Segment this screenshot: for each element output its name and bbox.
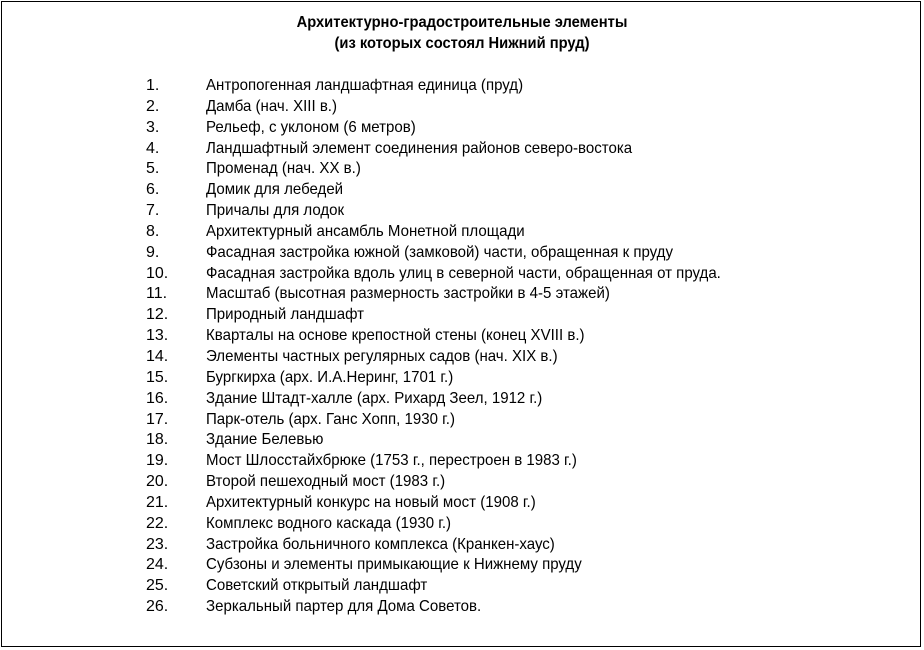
item-text: Фасадная застройка южной (замковой) части, обращенная к пруду — [206, 243, 673, 261]
item-number: 4. — [146, 139, 160, 157]
item-number: 26. — [146, 598, 169, 616]
item-number: 1. — [146, 77, 160, 94]
item-number: 16. — [146, 389, 169, 407]
item-number: 2. — [146, 97, 160, 115]
item-number: 13. — [146, 327, 169, 345]
item-text: Променад (нач. XX в.) — [206, 160, 361, 178]
item-number: 20. — [146, 473, 169, 491]
item-text: Здание Белевью — [206, 431, 324, 449]
item-number: 23. — [146, 535, 169, 553]
item-number: 15. — [146, 368, 169, 386]
item-number: 21. — [146, 493, 169, 511]
item-text: Советский открытый ландшафт — [206, 577, 428, 595]
item-text: Ландшафтный элемент соединения районов северо-востока — [206, 139, 633, 157]
item-text: Масштаб (высотная размерность застройки в 4-5 этажей) — [206, 285, 610, 303]
item-text: Парк-отель (арх. Ганс Хопп, 1930 г.) — [206, 410, 455, 428]
item-number: 5. — [146, 160, 160, 178]
title-line-2: (из которых состоял Нижний пруд) — [334, 35, 590, 52]
item-text: Рельеф, с уклоном (6 метров) — [206, 118, 416, 136]
item-number: 6. — [146, 181, 160, 199]
item-text: Зеркальный партер для Дома Советов. — [206, 598, 482, 616]
document-title — [37, 12, 887, 54]
item-text: Природный ландшафт — [206, 306, 365, 324]
item-text: Антропогенная ландшафтная единица (пруд) — [206, 77, 524, 94]
item-number: 12. — [146, 306, 169, 324]
item-number: 8. — [146, 222, 160, 240]
item-text: Дамба (нач. XIII в.) — [206, 97, 337, 115]
item-number: 24. — [146, 556, 169, 574]
item-number: 22. — [146, 514, 169, 532]
item-text: Субзоны и элементы примыкающие к Нижнему пруду — [206, 556, 582, 574]
item-number: 11. — [146, 285, 168, 303]
item-text: Мост Шлосстайхбрюке (1753 г., перестроен в 1983 г.) — [206, 452, 577, 470]
item-number: 18. — [146, 431, 169, 449]
item-text: Второй пешеходный мост (1983 г.) — [206, 473, 446, 491]
item-number: 9. — [146, 243, 160, 261]
item-number: 14. — [146, 347, 169, 365]
item-number: 17. — [146, 410, 169, 428]
title-line-1: Архитектурно-градостроительные элементы — [296, 14, 628, 31]
item-text: Застройка больничного комплекса (Кранкен-хаус) — [206, 535, 555, 553]
item-text: Бургкирха (арх. И.А.Неринг, 1701 г.) — [206, 368, 454, 386]
item-text: Кварталы на основе крепостной стены (конец XVIII в.) — [206, 327, 585, 345]
item-number: 25. — [146, 577, 169, 595]
item-text: Фасадная застройка вдоль улиц в северной части, обращенная от пруда. — [206, 264, 721, 282]
item-number: 3. — [146, 118, 160, 136]
item-text: Архитектурный конкурс на новый мост (1908 г.) — [206, 493, 536, 511]
item-text: Архитектурный ансамбль Монетной площади — [206, 222, 525, 240]
item-number: 19. — [146, 452, 169, 470]
item-text: Элементы частных регулярных садов (нач. XIX в.) — [206, 347, 558, 365]
item-number: 7. — [146, 202, 160, 220]
item-text: Здание Штадт-халле (арх. Рихард Зеел, 1912 г.) — [206, 389, 543, 407]
item-text: Причалы для лодок — [206, 202, 345, 220]
item-number: 10. — [146, 264, 169, 282]
item-text: Домик для лебедей — [206, 181, 344, 199]
item-text: Комплекс водного каскада (1930 г.) — [206, 514, 452, 532]
